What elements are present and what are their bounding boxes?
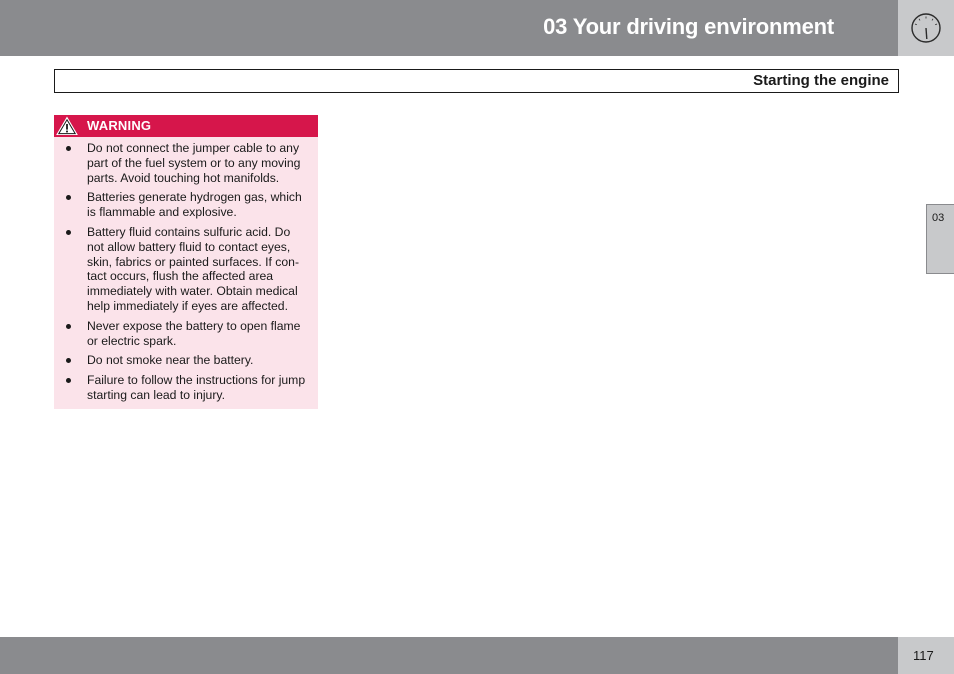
bullet-icon [66,358,71,363]
header-bar [0,0,898,56]
warning-item-text: Never expose the battery to open flame or electric spark. [87,318,301,348]
bullet-icon [66,195,71,200]
speedometer-icon [910,12,942,44]
warning-item-text: Do not smoke near the battery. [87,353,254,368]
warning-item [54,373,318,403]
chapter-title: 03 Your driving environment [543,14,834,39]
page-number: 117 [913,648,934,663]
warning-item [54,353,318,368]
section-title: Starting the engine [753,72,889,89]
bullet-icon [66,324,71,329]
page-number-box [898,637,954,674]
warning-item [54,190,318,220]
warning-item [54,141,318,185]
footer-bar [0,637,898,674]
warning-item [54,225,318,314]
bullet-icon [66,230,71,235]
warning-item-text: Battery fluid contains sulfuric acid. Do not allow battery fluid to contact eyes, skin, fabrics or painted surfaces. If con-tact occurs, flush the affected area immediately with water. Obtain medical help immediately if eyes are affected. [87,224,300,313]
chapter-icon-box [898,0,954,56]
section-header [54,69,899,93]
bullet-icon [66,146,71,151]
chapter-side-tab [926,204,954,274]
bullet-icon [66,378,71,383]
chapter-side-tab-label: 03 [932,212,945,224]
warning-item-text: Batteries generate hydrogen gas, which is flammable and explosive. [87,190,302,220]
warning-triangle-icon [56,116,78,136]
warning-body [54,137,318,409]
warning-list [54,141,318,408]
warning-item-text: Failure to follow the instructions for jump starting can lead to injury. [87,373,306,402]
warning-header [54,115,318,137]
warning-label: WARNING [87,118,152,133]
warning-item-text: Do not connect the jumper cable to any part of the fuel system or to any moving parts. Avoid touching hot manifolds. [87,141,301,185]
warning-item [54,319,318,349]
